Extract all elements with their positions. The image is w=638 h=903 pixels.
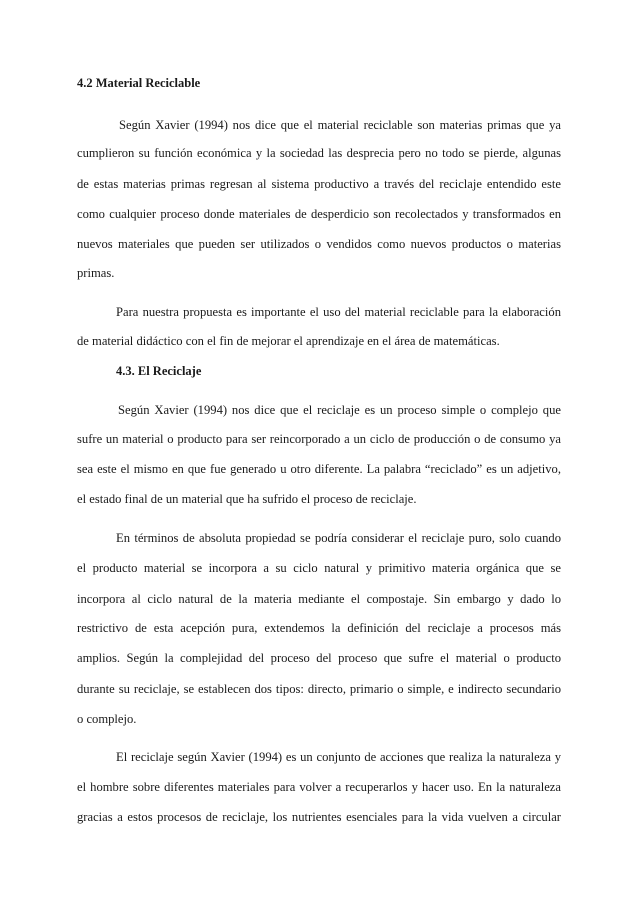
paragraph-line: el estado final de un material que ha sufrido el proceso de reciclaje. xyxy=(77,492,417,506)
paragraph-line: sea este el mismo en que fue generado u otro diferente. La palabra “reciclado” es un adjetivo, xyxy=(77,462,561,476)
paragraph-line: primas. xyxy=(77,266,115,280)
paragraph-line: restrictivo de esta acepción pura, extendemos la definición del reciclaje a procesos más xyxy=(77,621,561,635)
paragraph-line: El reciclaje según Xavier (1994) es un conjunto de acciones que realiza la naturaleza y xyxy=(116,750,561,764)
paragraph-line: cumplieron su función económica y la sociedad las desprecia pero no todo se pierde, algunas xyxy=(77,146,561,160)
paragraph-line: de estas materias primas regresan al sistema productivo a través del reciclaje entendido este xyxy=(77,177,561,191)
paragraph-line: o complejo. xyxy=(77,712,137,726)
paragraph-line: sufre un material o producto para ser reincorporado a un ciclo de producción o de consumo ya xyxy=(77,432,561,446)
section-heading-material-reciclable: 4.2 Material Reciclable xyxy=(77,76,201,90)
paragraph-line: de material didáctico con el fin de mejorar el aprendizaje en el área de matemáticas. xyxy=(77,334,500,348)
paragraph-line: gracias a estos procesos de reciclaje, los nutrientes esenciales para la vida vuelven a circular xyxy=(77,810,561,824)
paragraph-line: el hombre sobre diferentes materiales para volver a recuperarlos y hacer uso. En la naturaleza xyxy=(77,780,561,794)
paragraph-line: nuevos materiales que pueden ser utilizados o vendidos como nuevos productos o materias xyxy=(77,237,561,251)
paragraph-line: Para nuestra propuesta es importante el uso del material reciclable para la elaboración xyxy=(116,305,561,319)
section-heading-el-reciclaje: 4.3. El Reciclaje xyxy=(116,364,202,378)
paragraph-line: En términos de absoluta propiedad se podría considerar el reciclaje puro, solo cuando xyxy=(116,531,561,545)
paragraph-line: amplios. Según la complejidad del proceso del proceso que sufre el material o producto xyxy=(77,651,561,665)
paragraph-line: el producto material se incorpora a su ciclo natural y primitivo materia orgánica que se xyxy=(77,561,561,575)
paragraph-line: Según Xavier (1994) nos dice que el material reciclable son materias primas que ya xyxy=(119,118,561,132)
paragraph-line: Según Xavier (1994) nos dice que el reciclaje es un proceso simple o complejo que xyxy=(118,403,561,417)
paragraph-line: durante su reciclaje, se establecen dos tipos: directo, primario o simple, e indirecto secundario xyxy=(77,682,561,696)
paragraph-line: como cualquier proceso donde materiales de desperdicio son recolectados y transformados en xyxy=(77,207,561,221)
paragraph-line: incorpora al ciclo natural de la materia mediante el compostaje. Sin embargo y dado lo xyxy=(77,592,561,606)
